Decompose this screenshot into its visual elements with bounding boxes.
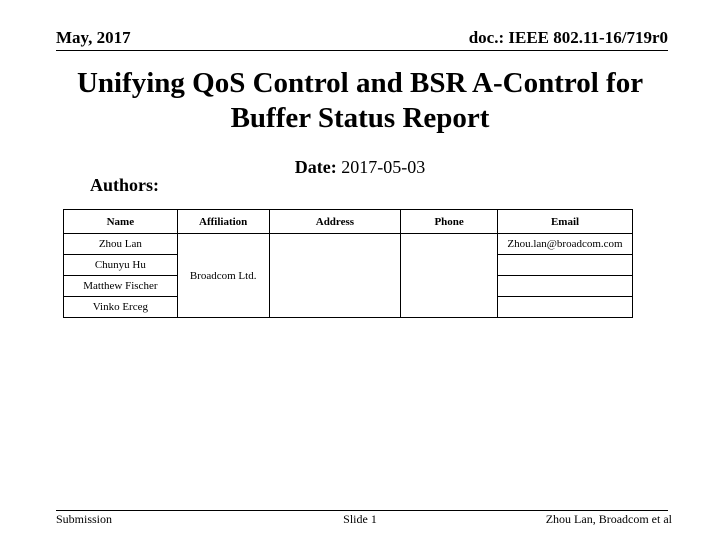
author-name: Matthew Fischer [64,276,178,297]
author-email: Zhou.lan@broadcom.com [498,234,633,255]
header-date: May, 2017 [56,28,131,47]
footer-author: Zhou Lan, Broadcom et al [545,512,672,526]
date-label: Date: [294,157,337,177]
table-row [64,234,633,255]
col-header-email: Email [498,210,633,234]
header-rule [56,50,668,51]
author-name: Vinko Erceg [64,297,178,318]
col-header-affiliation: Affiliation [177,210,269,234]
author-phone [401,234,498,318]
date-value: 2017-05-03 [341,157,426,177]
header-doc-number: doc.: IEEE 802.11-16/719r0 [468,28,668,47]
authors-table [63,209,633,318]
author-address [269,234,401,318]
author-name: Zhou Lan [64,234,178,255]
col-header-phone: Phone [401,210,498,234]
authors-label: Authors: [90,175,160,195]
col-header-address: Address [269,210,401,234]
slide-title [40,66,680,136]
author-email [498,276,633,297]
footer-slide-number: Slide 1 [343,512,377,526]
footer-rule [56,510,668,511]
footer-submission: Submission [56,512,113,526]
author-email [498,255,633,276]
table-header-row [64,210,633,234]
author-affiliation: Broadcom Ltd. [177,234,269,318]
slide-title-line2: Buffer Status Report [230,102,490,134]
col-header-name: Name [64,210,178,234]
slide-title-line1: Unifying QoS Control and BSR A-Control for [76,67,644,99]
author-email [498,297,633,318]
author-name: Chunyu Hu [64,255,178,276]
